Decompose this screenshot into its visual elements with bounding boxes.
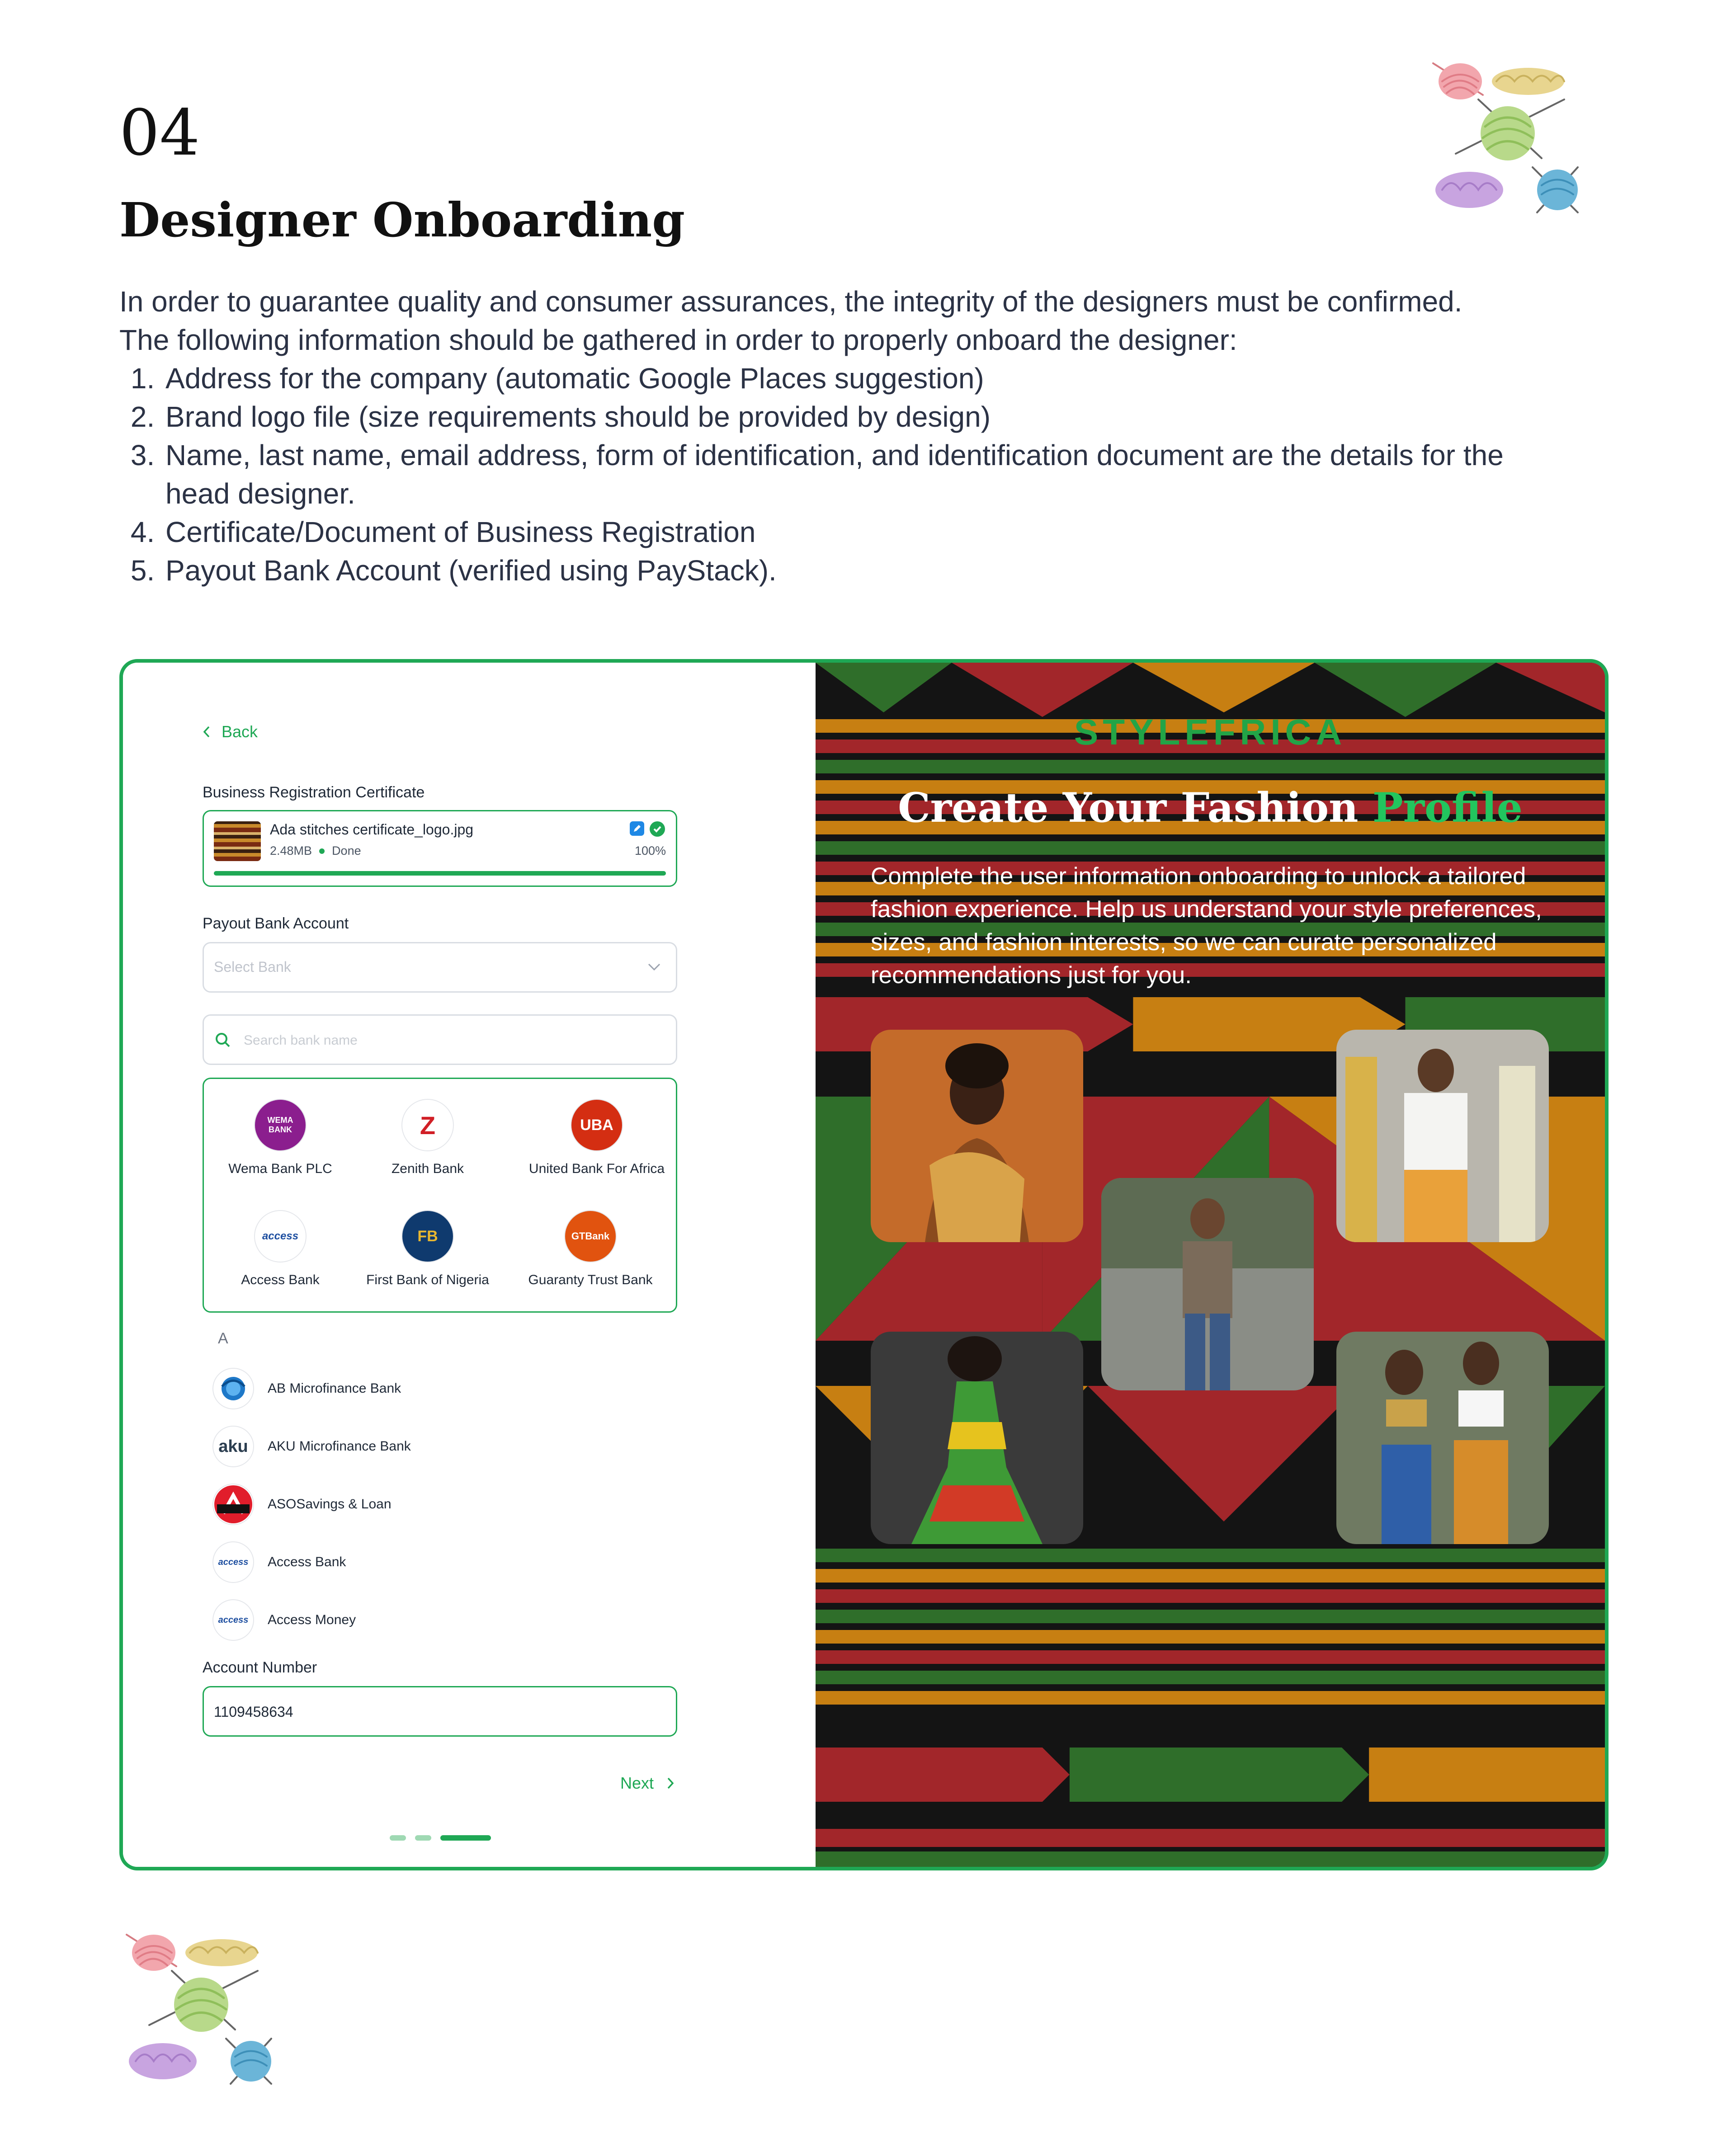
chevron-down-icon	[644, 957, 664, 977]
yarn-decoration-icon	[1429, 54, 1591, 217]
chevron-right-icon	[665, 1776, 675, 1790]
promo-panel	[816, 663, 1605, 1867]
bank-list-label: Access Money	[268, 1612, 356, 1627]
promo-title	[816, 784, 1605, 832]
next-button[interactable]	[620, 1774, 675, 1793]
aso-savings-logo-icon	[212, 1484, 254, 1525]
fashion-photo	[1336, 1030, 1549, 1242]
account-number-label: Account Number	[203, 1659, 317, 1676]
bank-option-label: First Bank of Nigeria	[366, 1272, 489, 1287]
edit-icon[interactable]	[630, 821, 644, 836]
requirement-item: 1. Address for the company (automatic Google Places suggestion)	[163, 359, 1566, 398]
requirement-item: 2. Brand logo file (size requirements should be provided by design)	[163, 398, 1566, 436]
step-indicator	[390, 1835, 491, 1841]
bank-list-item[interactable]	[212, 1368, 401, 1409]
fashion-photo	[871, 1030, 1083, 1242]
promo-description: Complete the user information onboarding to unlock a tailored fashion experience. Help us understand your style preferences, sizes, and fashion interests, so we can curate personalized recommendations just for you.	[871, 863, 1542, 989]
bank-option-label: United Bank For Africa	[528, 1161, 665, 1176]
bank-option-label: Wema Bank PLC	[228, 1161, 332, 1176]
requirement-item: 3. Name, last name, email address, form of identification, and identification document are the details for the head designer.	[163, 436, 1566, 513]
bank-option-label: Access Bank	[241, 1272, 320, 1287]
requirements-list	[119, 359, 1566, 590]
account-number-value: 1109458634	[214, 1704, 293, 1720]
check-icon	[650, 821, 665, 837]
uba-logo-icon: UBA	[571, 1099, 623, 1151]
section-number: 04	[119, 96, 200, 170]
bank-select[interactable]	[203, 942, 677, 993]
popular-banks-grid	[203, 1078, 677, 1313]
zenith-logo-icon: Z	[401, 1099, 454, 1151]
file-meta	[270, 844, 361, 858]
promo-title-main: Create Your Fashion	[898, 784, 1359, 832]
intro-line-2: The following information should be gathered in order to properly onboard the designer:	[119, 324, 1237, 356]
bank-list-label: Access Bank	[268, 1554, 346, 1569]
bank-list-label: ASOSavings & Loan	[268, 1497, 392, 1512]
access-logo-icon: access	[212, 1541, 254, 1583]
yarn-decoration-icon	[122, 1926, 285, 2088]
fashion-photo	[1101, 1178, 1314, 1390]
bank-list-label: AB Microfinance Bank	[268, 1381, 401, 1396]
wema-logo-icon: WEMA BANK	[254, 1099, 307, 1151]
promo-title-accent: Profile	[1372, 784, 1523, 832]
upload-progress-bar	[214, 871, 666, 876]
aku-logo-icon: aku	[212, 1426, 254, 1467]
file-status: Done	[332, 844, 361, 857]
bank-option-firstbank[interactable]	[353, 1210, 502, 1288]
bank-option-uba[interactable]	[522, 1099, 671, 1177]
file-percent: 100%	[634, 844, 666, 857]
onboarding-mockup	[119, 659, 1609, 1870]
file-thumbnail	[214, 821, 261, 861]
account-number-input[interactable]	[203, 1686, 677, 1737]
bank-search-input[interactable]	[203, 1014, 677, 1065]
search-icon	[214, 1031, 232, 1049]
search-placeholder: Search bank name	[244, 1033, 358, 1048]
bank-option-wema[interactable]	[206, 1099, 355, 1177]
bank-list-label: AKU Microfinance Bank	[268, 1439, 411, 1454]
bank-option-label: Zenith Bank	[391, 1161, 464, 1176]
brand-logo: STYLEFRICA	[1074, 712, 1347, 752]
requirement-item: 5. Payout Bank Account (verified using PayStack).	[163, 551, 1566, 590]
file-name: Ada stitches certificate_logo.jpg	[270, 821, 474, 838]
ab-microfinance-logo-icon	[212, 1368, 254, 1409]
bank-option-zenith[interactable]	[353, 1099, 502, 1177]
bank-option-access[interactable]	[206, 1210, 355, 1288]
chevron-left-icon	[202, 725, 212, 739]
step-dot	[415, 1835, 431, 1841]
file-size: 2.48MB	[270, 844, 312, 857]
uploaded-file-card[interactable]	[203, 810, 677, 887]
bank-list-item[interactable]	[212, 1484, 392, 1525]
bank-select-placeholder: Select Bank	[214, 959, 291, 975]
cert-label: Business Registration Certificate	[203, 784, 425, 801]
bank-list-item[interactable]	[212, 1426, 411, 1467]
bank-option-label: Guaranty Trust Bank	[528, 1272, 653, 1287]
access-money-logo-icon: access	[212, 1599, 254, 1641]
bank-list-item[interactable]	[212, 1541, 346, 1583]
back-button[interactable]	[202, 722, 258, 741]
back-label: Back	[222, 722, 258, 741]
access-logo-icon: access	[254, 1210, 307, 1262]
fashion-photo	[1336, 1332, 1549, 1544]
section-title: Designer Onboarding	[119, 192, 685, 248]
requirement-item: 4. Certificate/Document of Business Registration	[163, 513, 1566, 551]
gtbank-logo-icon: GTBank	[564, 1210, 617, 1262]
onboarding-form-panel	[123, 663, 816, 1867]
alpha-section-header: A	[218, 1330, 228, 1347]
step-dot-active	[440, 1835, 491, 1841]
step-dot	[390, 1835, 406, 1841]
firstbank-logo-icon: FB	[401, 1210, 454, 1262]
bank-option-gtbank[interactable]	[516, 1210, 665, 1288]
status-dot-icon	[319, 848, 325, 854]
payout-label: Payout Bank Account	[203, 915, 349, 932]
next-label: Next	[620, 1774, 654, 1792]
intro-text	[119, 283, 1566, 590]
fashion-photo	[871, 1332, 1083, 1544]
bank-list-item[interactable]	[212, 1599, 356, 1641]
intro-line-1: In order to guarantee quality and consumer assurances, the integrity of the designers must be confirmed.	[119, 285, 1462, 318]
